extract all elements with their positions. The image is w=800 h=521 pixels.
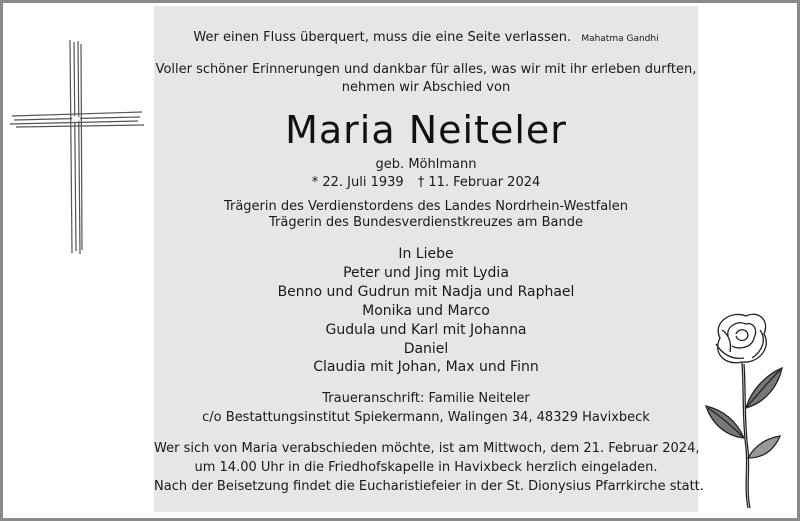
honor-1: Trägerin des Verdienstordens des Landes Nordrhein-Westfalen [223, 199, 629, 214]
address-line-2: c/o Bestattungsinstitut Spiekermann, Walingen 34, 48329 Havixbeck [202, 410, 650, 425]
closing-line-2: um 14.00 Uhr in die Friedhofskapelle in Havixbeck herzlich eingeladen. [194, 460, 658, 475]
mourner-line: Claudia mit Johan, Max und Finn [313, 359, 539, 375]
mourner-line: Benno und Gudrun mit Nadja und Raphael [277, 284, 575, 300]
maiden-name: geb. Möhlmann [375, 157, 477, 172]
closing-line-1: Wer sich von Maria verabschieden möchte, ist am Mittwoch, dem 21. Februar 2024, [154, 441, 700, 456]
cross-icon [10, 38, 150, 258]
honor-2: Trägerin des Bundesverdienstkreuzes am Bande [269, 215, 583, 230]
death-date: † 11. Februar 2024 [417, 175, 541, 190]
closing-line-3: Nach der Beisetzung findet die Eucharistiefeier in der St. Dionysius Pfarrkirche statt. [154, 479, 704, 494]
mourner-line: Monika und Marco [362, 303, 490, 319]
quote-text: Wer einen Fluss überquert, muss die eine Seite verlassen. [193, 30, 572, 45]
deceased-name: Maria Neiteler [285, 108, 567, 152]
mourner-line: Gudula und Karl mit Johanna [325, 322, 527, 338]
quote-author: Mahatma Gandhi [581, 34, 659, 44]
rose-icon [702, 308, 794, 513]
life-dates [154, 175, 698, 190]
mourner-line: Peter und Jing mit Lydia [343, 265, 509, 281]
quote [154, 30, 698, 45]
mourner-line: Daniel [403, 341, 449, 357]
mourner-line: In Liebe [398, 246, 454, 262]
intro-line-2: nehmen wir Abschied von [341, 80, 511, 95]
intro-line-1: Voller schöner Erinnerungen und dankbar für alles, was wir mit ihr erleben durften, [155, 62, 697, 77]
birth-date: * 22. Juli 1939 [311, 175, 404, 190]
address-line-1: Traueranschrift: Familie Neiteler [322, 391, 530, 406]
